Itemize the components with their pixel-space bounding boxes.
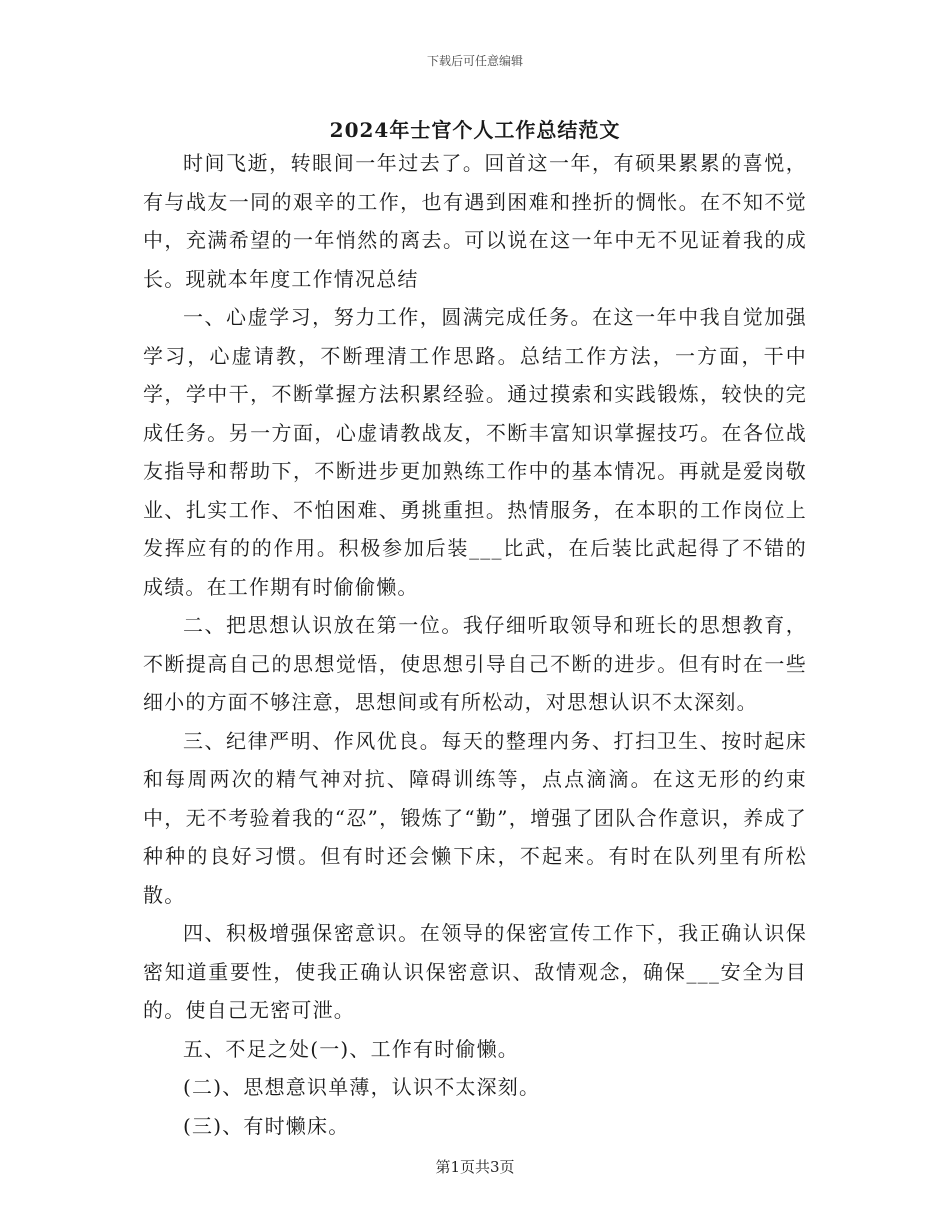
document-body [143,144,807,1145]
paragraph-section-3: 三、纪律严明、作风优良。每天的整理内务、打扫卫生、按时起床和每周两次的精气神对抗、障碍训练等，点点滴滴。在这无形的约束中，无不考验着我的“忍”，锻炼了“勤”，增强了团队合作意识，养成了种种的良好习惯。但有时还会懒下床，不起来。有时在队列里有所松散。 [143,728,807,907]
paragraph-shortcoming-2: (二)、思想意识单薄，认识不太深刻。 [183,1075,541,1099]
paragraph-section-1: 一、心虚学习，努力工作，圆满完成任务。在这一年中我自觉加强学习，心虚请教，不断理清工作思路。总结工作方法，一方面，干中学，学中干，不断掌握方法积累经验。通过摸索和实践锻炼，较快的完成任务。另一方面，心虚请教战友，不断丰富知识掌握技巧。在各位战友指导和帮助下，不断进步更加熟练工作中的基本情况。再就是爱岗敬业、扎实工作、不怕困难、勇挑重担。热情服务，在本职的工作岗位上发挥应有的的作用。积极参加后装___比武，在后装比武起得了不错的成绩。在工作期有时偷偷懒。 [143,305,807,599]
paragraph-section-4: 四、积极增强保密意识。在领导的保密宣传工作下，我正确认识保密知道重要性，使我正确认识保密意识、敌情观念，确保___安全为目的。使自己无密可泄。 [143,921,807,1022]
paragraph-shortcoming-3: (三)、有时懒床。 [183,1113,350,1138]
paragraph-section-2: 二、把思想认识放在第一位。我仔细听取领导和班长的思想教育，不断提高自己的思想觉悟，使思想引导自己不断的进步。但有时在一些细小的方面不够注意，思想间或有所松动，对思想认识不太深刻。 [143,613,807,714]
document-title: 2024年士官个人工作总结范文 [329,118,621,142]
paragraph-section-5: 五、不足之处(一)、工作有时偷懒。 [183,1036,520,1061]
paragraph-intro: 时间飞逝，转眼间一年过去了。回首这一年，有硕果累累的喜悦，有与战友一同的艰辛的工作，也有遇到困难和挫折的惆怅。在不知不觉中，充满希望的一年悄然的离去。可以说在这一年中无不见证着我的成长。现就本年度工作情况总结 [143,151,807,291]
page-header-note: 下载后可任意编辑 [426,54,523,68]
page-number: 第1页共3页 [435,1158,515,1176]
